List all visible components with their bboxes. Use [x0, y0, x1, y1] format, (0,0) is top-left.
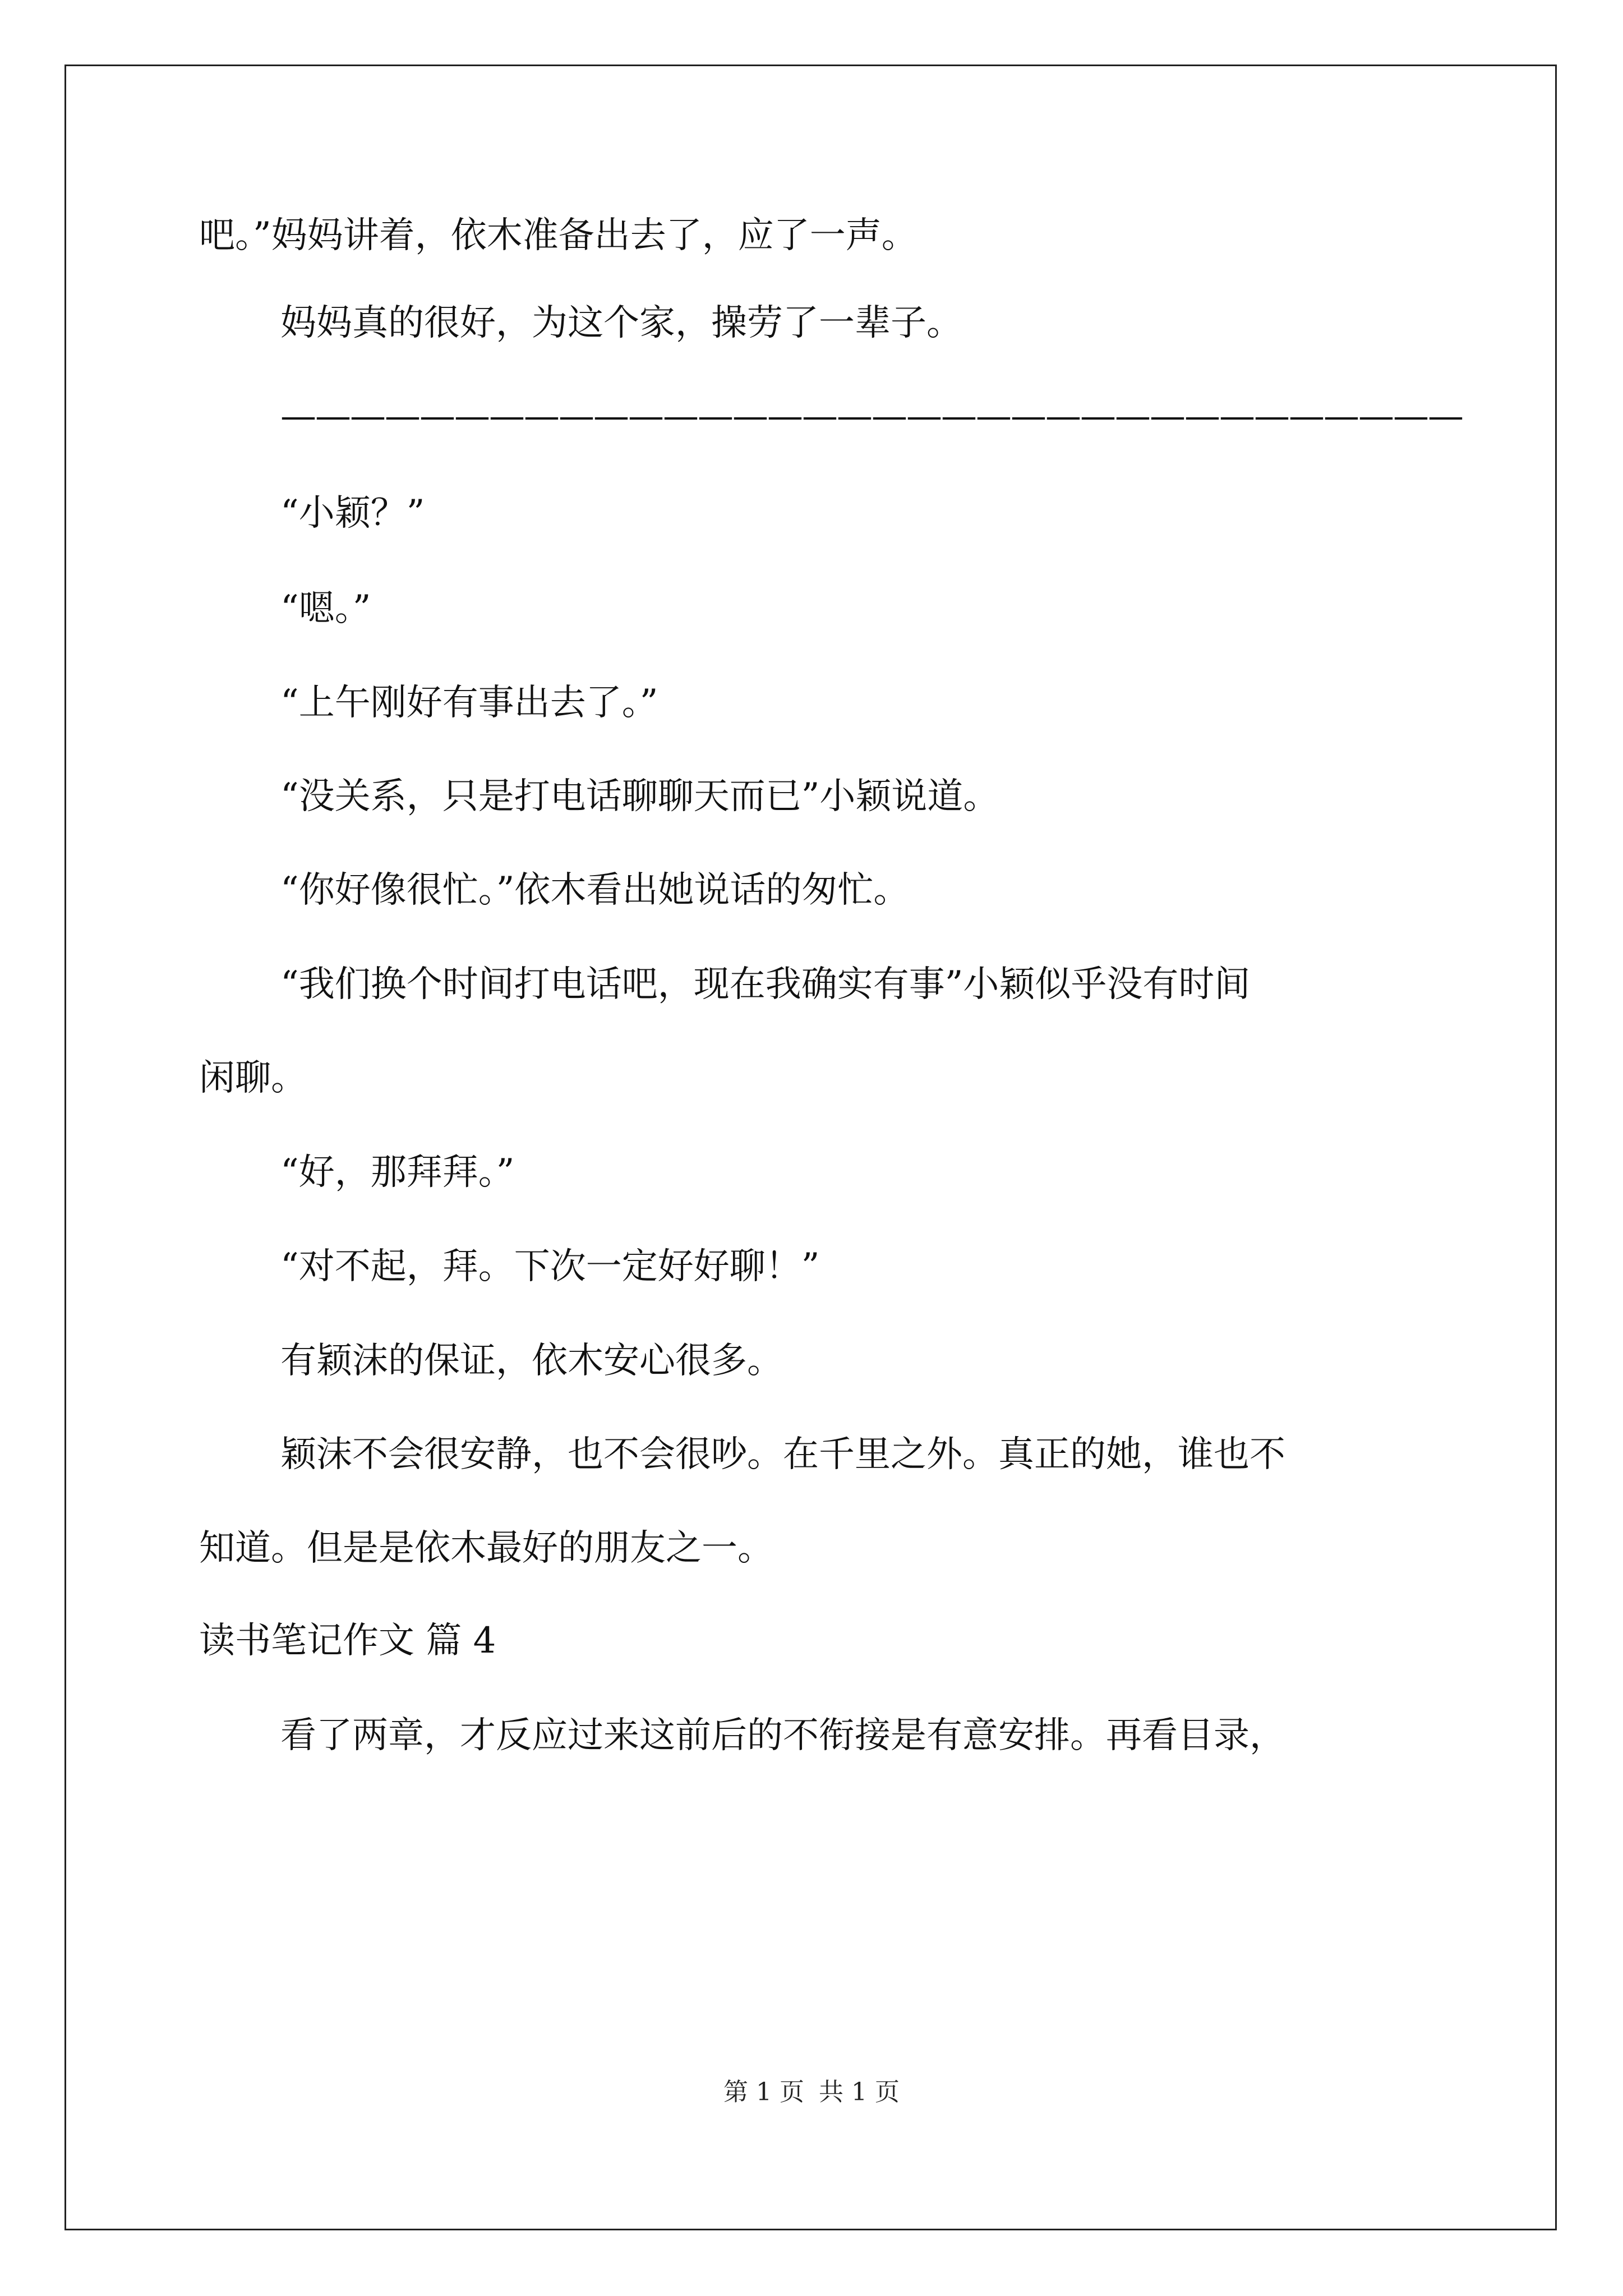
- paragraph-line: 颖沫不会很安静，也不会很吵。在千里之外。真正的她，谁也不: [280, 1434, 1285, 1475]
- page-total: 共 1 页: [819, 2078, 900, 2106]
- section-heading: 读书笔记作文 篇 4: [199, 1620, 496, 1662]
- paragraph-line: “我们换个时间打电话吧，现在我确实有事”小颖似乎没有时间: [280, 964, 1251, 1005]
- paragraph-line: “好，那拜拜。”: [280, 1152, 515, 1193]
- paragraph-line: “你好像很忙。”依木看出她说话的匆忙。: [280, 869, 910, 911]
- page-footer: [0, 2076, 1623, 2109]
- separator-line: ——————————————————————————————————: [280, 395, 1463, 437]
- paragraph-line: “没关系，只是打电话聊聊天而已”小颖说道。: [280, 776, 999, 817]
- paragraph-line: 吧。”妈妈讲着，依木准备出去了，应了一声。: [199, 215, 917, 256]
- paragraph-line: 看了两章，才反应过来这前后的不衔接是有意安排。再看目录，: [280, 1715, 1285, 1756]
- paragraph-line: “对不起，拜。下次一定好好聊！”: [280, 1246, 820, 1287]
- paragraph-line: 妈妈真的很好，为这个家，操劳了一辈子。: [280, 302, 962, 344]
- paragraph-line: 有颖沫的保证，依木安心很多。: [280, 1340, 783, 1382]
- page-number: 第 1 页: [723, 2078, 804, 2106]
- paragraph-line: “小颖？”: [280, 493, 425, 534]
- paragraph-line: 闲聊。: [199, 1057, 307, 1099]
- paragraph-line: “上午刚好有事出去了。”: [280, 682, 658, 724]
- page-border: [64, 65, 1557, 2230]
- paragraph-line: 知道。但是是依木最好的朋友之一。: [199, 1527, 773, 1569]
- paragraph-line: “嗯。”: [280, 588, 371, 629]
